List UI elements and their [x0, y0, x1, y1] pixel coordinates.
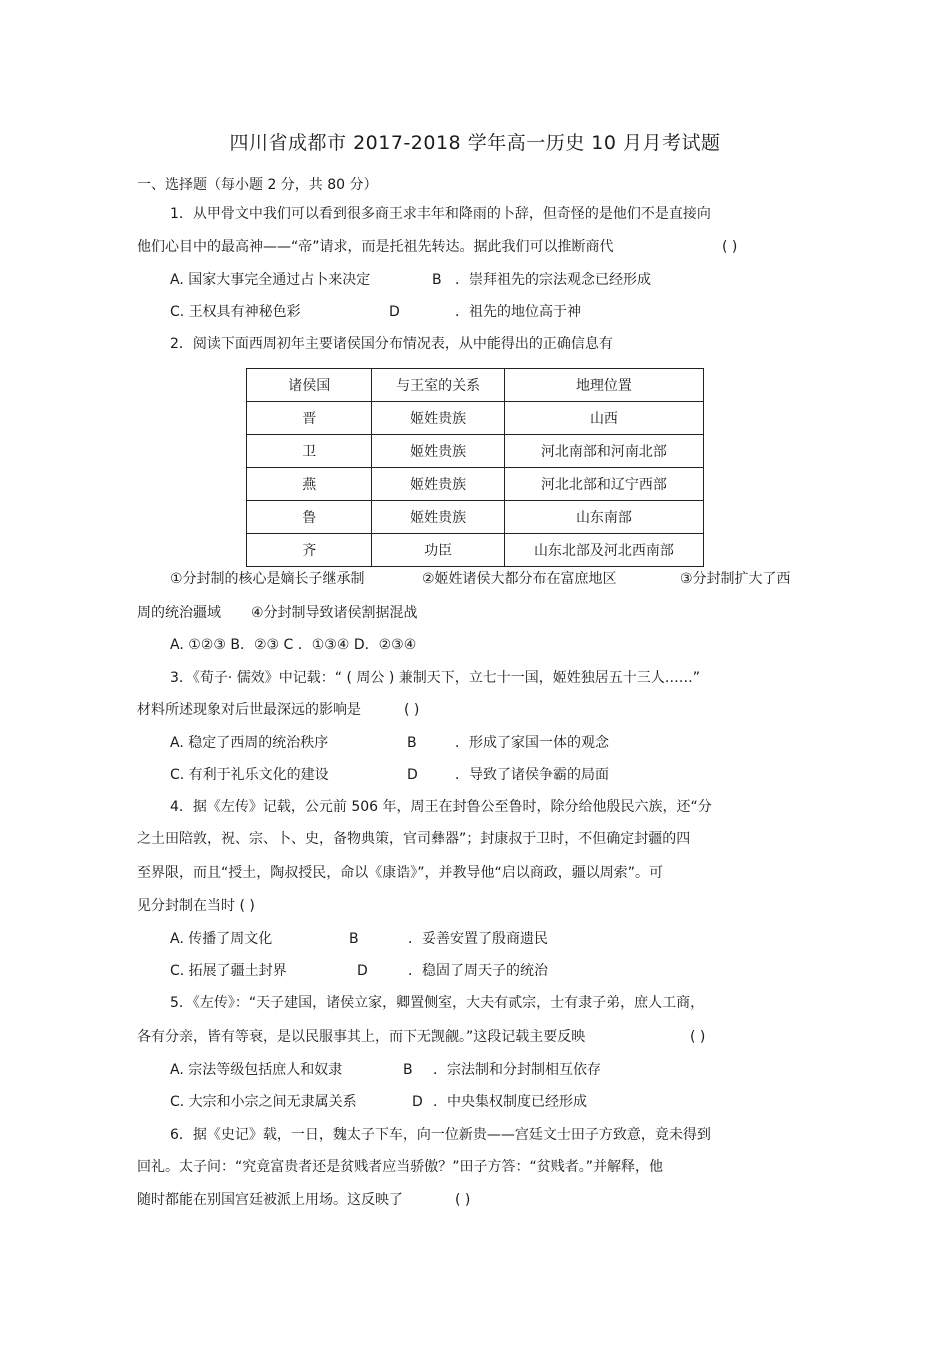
vassal-states-table: [246, 368, 704, 567]
q1-option-b: ．崇拜祖先的宗法观念已经形成: [455, 272, 651, 288]
table-cell: 功臣: [372, 534, 504, 567]
table-header-cell: 诸侯国: [247, 369, 372, 402]
table-cell: 山东南部: [504, 501, 703, 534]
table-row: [247, 402, 704, 435]
table-cell: 姬姓贵族: [372, 501, 504, 534]
table-cell: 燕: [247, 468, 372, 501]
q2-statement-3-cont: 周的统治疆域: [137, 605, 221, 621]
q3-option-b: ．形成了家国一体的观念: [455, 735, 609, 751]
q5-option-c: C. 大宗和小宗之间无隶属关系: [170, 1094, 357, 1110]
table-header-row: [247, 369, 704, 402]
q2-statement-2: ②姬姓诸侯大都分布在富庶地区: [422, 571, 617, 587]
table-cell: 姬姓贵族: [372, 402, 504, 435]
q4-option-c: C. 拓展了疆土封界: [170, 963, 287, 979]
q1-option-d: ．祖先的地位高于神: [455, 304, 581, 320]
q3-answer-paren: ( ): [404, 702, 420, 718]
q1-option-a: A. 国家大事完全通过占卜来决定: [170, 272, 371, 288]
q6-answer-paren: ( ): [455, 1192, 471, 1208]
table-row: [247, 534, 704, 567]
q4-option-d-letter: D: [357, 963, 368, 979]
table-cell: 鲁: [247, 501, 372, 534]
q4-option-d: ．稳固了周天子的统治: [408, 963, 548, 979]
q4-option-a: A. 传播了周文化: [170, 931, 273, 947]
q4-option-b-letter: B: [349, 931, 359, 947]
q4-stem-line-2: 之土田陪敦，祝、宗、卜、史，备物典策，官司彝器”；封康叔于卫时，不但确定封疆的四: [137, 831, 691, 847]
q1-option-b-letter: B: [432, 272, 442, 288]
q1-answer-paren: ( ): [722, 239, 738, 255]
table-row: [247, 501, 704, 534]
q3-option-a: A. 稳定了西周的统治秩序: [170, 735, 329, 751]
q2-stem: 2．阅读下面西周初年主要诸侯国分布情况表，从中能得出的正确信息有: [170, 336, 613, 352]
table-cell: 河北北部和辽宁西部: [504, 468, 703, 501]
q2-statement-1: ①分封制的核心是嫡长子继承制: [170, 571, 365, 587]
page-title: 四川省成都市 2017-2018 学年高一历史 10 月月考试题: [229, 132, 721, 154]
table-cell: 山东北部及河北西南部: [504, 534, 703, 567]
q3-option-d-letter: D: [407, 767, 418, 783]
q3-option-d: ．导致了诸侯争霸的局面: [455, 767, 609, 783]
q6-stem-line-1: 6．据《史记》载，一日，魏太子下车，向一位新贵——宫廷文士田子方致意，竟未得到: [170, 1127, 711, 1143]
table-cell: 齐: [247, 534, 372, 567]
q4-stem-line-1: 4．据《左传》记载，公元前 506 年，周王在封鲁公至鲁时，除分给他殷民六族，还“分: [170, 799, 712, 815]
table-cell: 晋: [247, 402, 372, 435]
q3-stem-line-2: 材料所述现象对后世最深远的影响是: [137, 702, 361, 718]
q5-option-a: A. 宗法等级包括庶人和奴隶: [170, 1062, 343, 1078]
q3-option-c: C. 有利于礼乐文化的建设: [170, 767, 329, 783]
q4-option-b: ．妥善安置了殷商遗民: [408, 931, 548, 947]
table-header-cell: 地理位置: [504, 369, 703, 402]
q1-option-c: C. 王权具有神秘色彩: [170, 304, 301, 320]
q5-option-d-letter: D: [412, 1094, 423, 1110]
table-cell: 山西: [504, 402, 703, 435]
q5-option-d: ．中央集权制度已经形成: [433, 1094, 587, 1110]
q4-stem-line-3: 至界限，而且“授土，陶叔授民，命以《康诰》”，并教导他“启以商政，疆以周索”。可: [137, 865, 664, 881]
table-cell: 姬姓贵族: [372, 435, 504, 468]
q3-stem-line-1: 3．《荀子· 儒效》中记载：“ ( 周公 ) 兼制天下，立七十一国，姬姓独居五十三人……”: [170, 670, 701, 686]
q6-stem-line-2: 回礼。太子问：“究竟富贵者还是贫贱者应当骄傲？”田子方答：“贫贱者。”并解释，他: [137, 1159, 664, 1175]
q2-statement-3: ③分封制扩大了西: [680, 571, 791, 587]
q1-option-d-letter: D: [389, 304, 400, 320]
table-row: [247, 435, 704, 468]
q5-answer-paren: ( ): [690, 1029, 706, 1045]
q5-stem-line-2: 各有分亲，皆有等衰，是以民服事其上，而下无觊觎。”这段记载主要反映: [137, 1029, 586, 1045]
q5-option-b: ．宗法制和分封制相互依存: [433, 1062, 601, 1078]
section-heading: 一、选择题（每小题 2 分，共 80 分）: [137, 177, 378, 193]
table-cell: 卫: [247, 435, 372, 468]
q2-options: A. ①②③ B．②③ C ．①③④ D．②③④: [170, 637, 417, 653]
table-cell: 河北南部和河南北部: [504, 435, 703, 468]
q3-option-b-letter: B: [407, 735, 417, 751]
q5-stem-line-1: 5．《左传》：“天子建国，诸侯立家，卿置侧室，大夫有贰宗，士有隶子弟，庶人工商，: [170, 995, 705, 1011]
q6-stem-line-3: 随时都能在别国宫廷被派上用场。这反映了: [137, 1192, 403, 1208]
q1-stem-line-1: 1．从甲骨文中我们可以看到很多商王求丰年和降雨的卜辞，但奇怪的是他们不是直接向: [170, 206, 711, 222]
table-cell: 姬姓贵族: [372, 468, 504, 501]
q4-stem-line-4: 见分封制在当时 ( ): [137, 898, 255, 914]
q2-statement-4: ④分封制导致诸侯割据混战: [251, 605, 418, 621]
q5-option-b-letter: B: [403, 1062, 413, 1078]
table-row: [247, 468, 704, 501]
table-header-cell: 与王室的关系: [372, 369, 504, 402]
q1-stem-line-2: 他们心目中的最高神——“帝”请求，而是托祖先转达。据此我们可以推断商代: [137, 239, 614, 255]
